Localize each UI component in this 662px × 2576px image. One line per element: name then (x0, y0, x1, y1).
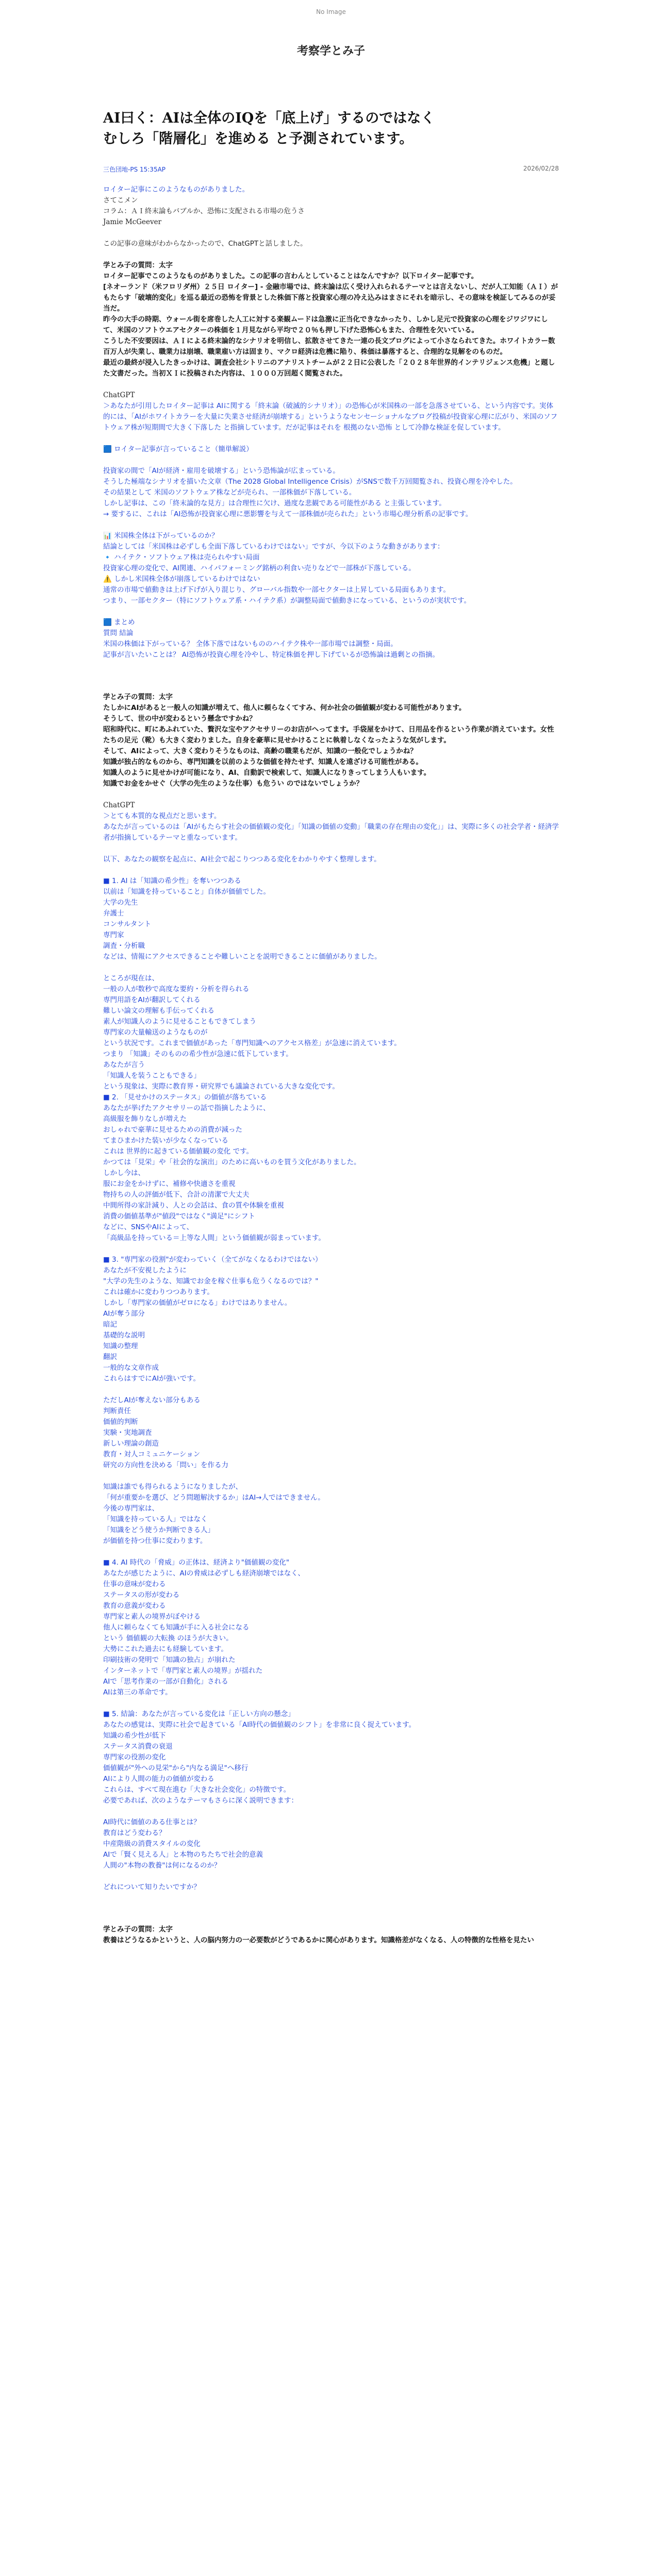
text-line: 判断責任 (103, 1407, 131, 1415)
text-line: 教養はどうなるかというと、人の脳内努力の一必要数がどうであるかに関心があります。知識格差がなくなる、人の特徴的な性格を見たい (103, 1936, 534, 1944)
text-line: 他人に頼らなくても知識が手に入る社会になる (103, 1623, 250, 1632)
spacer (103, 249, 559, 260)
text-line: 通常の市場で値動きは上げ下げが入り混じり、グローバル指数や一部セクターは上昇している局面もあります。 (103, 586, 450, 594)
text-line: 投資家心理の変化で、AI関連、ハイパフォーミング銘柄の利食い売りなどで一部株が下落している。 (103, 564, 416, 572)
text-line: これは確かに変わりつつあります。 (103, 1288, 214, 1296)
text-line: 知識の希少性が低下 (103, 1732, 166, 1740)
text-line: 人間の"本物の教養"は何になるのか？ (103, 1861, 221, 1870)
text-line: 質問 結論 (103, 629, 134, 637)
text-line: そうした極端なシナリオを描いた文章（The 2028 Global Intelligence Crisis）がSNSで数千万回閲覧され、投資心理を冷やした。 (103, 478, 517, 486)
text-line: 必要であれば、次のようなテーマもさらに深く説明できます： (103, 1797, 298, 1805)
text-line: Jamie McGeever (103, 218, 162, 226)
spacer (103, 1471, 559, 1482)
text-line: 素人が知識人のように見せることもできてしまう (103, 1018, 256, 1026)
text-line: ⚠️ しかし米国株全体が崩落しているわけではない (103, 575, 260, 583)
text-line: [ネオーランド（米フロリダ州）２５日 ロイター] - 金融市場では、終末論は広く受け入れられるテーマとは言えないし、だが人工知能（ＡＩ）がもたらす「破壊的変化」を巡る最近の恐怖を背景とした株価下落と投資家心理の冷え込みはまさにそれを暗示し、その意味を検証してみるのが妥当だ。 (103, 283, 558, 313)
text-line: ■ 5. 結論：あなたが言っている変化は「正しい方向の懸念」 (103, 1710, 295, 1718)
text-line: 🔹 ハイテク・ソフトウェア株は売られやすい局面 (103, 553, 260, 562)
text-line: AIが奪う部分 (103, 1310, 145, 1318)
text-line: かつては「見栄」や「社会的な演出」のために高いものを買う文化がありました。 (103, 1158, 361, 1166)
text-line: 中産階級の消費スタイルの変化 (103, 1840, 201, 1848)
text-line: 知識の整理 (103, 1342, 138, 1350)
text-line: "大学の先生のような、知識でお金を稼ぐ仕事も危うくなるのでは？" (103, 1277, 319, 1285)
text-line: 研究の方向性を決める「問い」を作る力 (103, 1461, 228, 1469)
article-meta (103, 165, 559, 174)
text-line: AIで「思考作業の一部が自動化」される (103, 1677, 228, 1686)
text-line: 翻訳 (103, 1353, 117, 1361)
text-line: あなたが不安視したように (103, 1266, 187, 1275)
article-title-line-1: AI曰く：AIは全体のIQを「底上げ」するのではなく (103, 110, 435, 126)
text-line: ただしAIが奪えない部分もある (103, 1396, 201, 1404)
text-line: 物持ちの人の評価が低下、合計の清潔で大丈夫 (103, 1191, 250, 1199)
text-line: あなたの感覚は、実際に社会で起きている「AI時代の価値観のシフト」を非常に良く捉えています。 (103, 1721, 416, 1729)
text-line: さてこメン (103, 196, 138, 205)
author-link[interactable]: 三色団地-PS 15:35AP (103, 166, 166, 173)
text-line: これらはすでにAIが強いです。 (103, 1375, 201, 1383)
text-line: という現象は、実際に教育界・研究界でも議論されている大きな変化です。 (103, 1082, 339, 1091)
text-line: ■ 3. "専門家の役割"が変わっていく（全てがなくなるわけではない） (103, 1256, 322, 1264)
text-line: あなたが挙げたアクセサリーの話で指摘したように、 (103, 1104, 270, 1112)
text-line: 今後の専門家は、 (103, 1504, 159, 1513)
text-line: ステータスの形が変わる (103, 1591, 180, 1599)
text-line: 一般的な文章作成 (103, 1364, 159, 1372)
spacer (103, 1806, 559, 1817)
text-line: 価値的判断 (103, 1418, 138, 1426)
text-line: 「知識人を装うこともできる」 (103, 1072, 201, 1080)
text-line: 教育の意義が変わる (103, 1602, 166, 1610)
spacer (103, 1547, 559, 1557)
text-line: 🟦 ロイター記事が言っていること（簡単解説） (103, 445, 253, 453)
text-line: が価値を持つ仕事に変わります。 (103, 1537, 207, 1545)
text-line: インターネットで「専門家と素人の境界」が揺れた (103, 1667, 263, 1675)
text-line: という状況です。これまで価値があった「専門知識へのアクセス格差」が急速に消えています。 (103, 1039, 401, 1047)
text-line: ChatGPT (103, 801, 135, 809)
text-line: 📊 米国株全体は下がっているのか？ (103, 532, 219, 540)
spacer (103, 1871, 559, 1882)
text-line: 専門家 (103, 931, 124, 939)
text-line: 結論としては「米国株は必ずしも全面下落しているわけではない」ですが、今以下のような動きがあります： (103, 543, 444, 551)
text-line: ロイター記事でこのようなものがありました。この記事の言わんとしていることはなんですか？以下ロイター記事です。 (103, 272, 478, 280)
text-line: 印刷技術の発明で「知識の独占」が崩れた (103, 1656, 236, 1664)
text-line: 服にお金をかけずに、補修や快適さを重視 (103, 1180, 236, 1188)
text-line: 記事が言いたいことは？ AI恐怖が投資心理を冷やし、特定株価を押し下げているが恐怖論は過剰との指摘。 (103, 651, 440, 659)
text-line: つまり、一部セクター（特にソフトウェア系・ハイテク系）が調整局面で値動きになっている、というのが実状です。 (103, 597, 471, 605)
text-line: 専門家の役割の変化 (103, 1753, 166, 1761)
text-line: 教育はどう変わる？ (103, 1829, 166, 1837)
spacer (103, 1244, 559, 1255)
spacer (103, 228, 559, 239)
text-line: どれについて知りたいですか？ (103, 1883, 201, 1891)
text-line: 消費の価値基準が"値段"ではなく"満足"にシフト (103, 1212, 255, 1221)
text-line: AI時代に価値のある仕事とは？ (103, 1818, 201, 1826)
text-line: 一般の人が数秒で高度な要約・分析を得られる (103, 985, 250, 993)
spacer (103, 789, 559, 800)
text-line: コラム：ＡＩ終末論もバブルか、恐怖に支配される市場の危うさ (103, 207, 305, 215)
text-line: しかし今は、 (103, 1169, 145, 1177)
text-line: ChatGPT (103, 391, 135, 399)
text-line: 暗記 (103, 1320, 117, 1329)
spacer (103, 174, 559, 184)
text-line: 以下、あなたの観察を起点に、AI社会で起こりつつある変化をわかりやすく整理します。 (103, 855, 381, 863)
spacer (103, 1913, 559, 1924)
text-line: 新しい理論の創造 (103, 1439, 159, 1448)
text-line: ■ 2. 「見せかけのステータス」の価値が落ちている (103, 1093, 267, 1101)
spacer (103, 660, 559, 681)
text-line: 調査・分析職 (103, 942, 145, 950)
text-line: AIで「賢く見える人」と本物のちたちで社会的意義 (103, 1851, 263, 1859)
text-line: 大勢にこれた過去にも経験しています。 (103, 1645, 228, 1653)
text-line: 弁護士 (103, 909, 124, 918)
article-date: 2026/02/28 (523, 165, 559, 172)
text-line: 中間所得の家計減り、人との会話は、食の質や体験を重視 (103, 1201, 284, 1210)
text-line: 「何が重要かを選び、どう問題解決するか」はAI→人ではできません。 (103, 1494, 325, 1502)
article-title (103, 108, 559, 149)
article-title-line-2: むしろ「階層化」を進める と予測されています。 (103, 131, 413, 147)
text-line: 「知識をどう使うか判断できる人」 (103, 1526, 214, 1534)
text-line: 専門家の大量輸送のようなものが (103, 1028, 208, 1037)
article-body (103, 184, 559, 1946)
text-line: ところが現在は、 (103, 974, 159, 982)
text-line: たしかにAIがあると一般人の知識が増えて、他人に頼らなくてすみ、何か社会の価値観が変わる可能性があります。 (103, 704, 466, 712)
text-line: 学とみ子の質問：太字 (103, 1925, 173, 1934)
text-line: そして、AIによって、大きく変わりそうなものは、高齢の職業もだが、知識の一般化でしょうかね？ (103, 747, 417, 755)
spacer (103, 433, 559, 444)
spacer (103, 606, 559, 617)
text-line: こうした不安要因は、ＡＩによる終末論的なシナリオを明信し、拡散させてきた一連の長文ブログによって小さなられてきた。ホワイトカラー数百万人が失業し、職業力は崩壊、職業雇い方は固まり、マクロ経済は危機に陥り、株価は暴落すると、合理的な見解をのものだ。 (103, 337, 555, 356)
spacer (103, 455, 559, 466)
spacer (103, 520, 559, 531)
text-line: これは 世界的に起きている価値観の変化 です。 (103, 1147, 254, 1156)
text-line: 高級服を飾りなしが増えた (103, 1115, 187, 1123)
header-image-placeholder: No Image (316, 8, 346, 15)
text-line: この記事の意味がわからなかったので、ChatGPTと話しました。 (103, 240, 307, 248)
spacer (103, 962, 559, 973)
text-line: 米国の株価は下がっている？ 全体下落ではないもののハイテク株や一部市場では調整・局面。 (103, 640, 398, 648)
text-line: 知識が独占的なものから、専門知識を以前のような価値を持たせず、知識人を遠ざける可能性がある。 (103, 758, 423, 766)
text-line: 昭和時代に、町にあふれていた、贅沢な宝やアクセサリーのお店がへってます。手袋屋をかけて、日用品を作るという作業が消えています。女性たちの足元（靴）も大きく変わりました。自身を豪華に見せかけることに執着しなくなったような気がします。 (103, 725, 554, 744)
text-line: 以前は「知識を持っていること」自体が価値でした。 (103, 888, 270, 896)
text-line: あなたが言っているのは「AIがもたらす社会の価値観の変化」「知識の価値の変動」「職業の存在理由の変化」」は、実際に多くの社会学者・経済学者が指摘しているテーマと重なっています。 (103, 823, 559, 842)
text-line: その結果として 米国のソフトウェア株などが売られ、一部株価が下落している。 (103, 488, 356, 497)
text-line: 「知識を持っている人」ではなく (103, 1515, 208, 1523)
text-line: → 要するに、これは「AI恐怖が投資家心理に悪影響を与えて一部株価が売られた」という市場心理分析系の記事です。 (103, 510, 473, 518)
text-line: ■ 1. AI は「知識の希少性」を奪いつつある (103, 877, 241, 885)
text-line: 🟦 まとめ (103, 618, 135, 626)
spacer (103, 379, 559, 390)
text-line: などに、SNSやAIによって、 (103, 1223, 194, 1231)
text-line: 知識でお金をかせぐ（大学の先生のような仕事）も危うい のではないでしょうか？ (103, 779, 363, 788)
text-line: ■ 4. AI 時代の「脅威」の正体は、経済より"価値観の変化" (103, 1558, 290, 1567)
text-line: しかし記事は、この「終末論的な見方」は合理性に欠け、過度な悲観である可能性がある と主張しています。 (103, 499, 446, 507)
text-line: 「高級品を持っている＝上等な人間」という価値観が弱まっています。 (103, 1234, 325, 1242)
text-line: 大学の先生 (103, 899, 138, 907)
text-line: 学とみ子の質問：太字 (103, 261, 173, 269)
spacer (103, 1384, 559, 1395)
text-line: これらは、すべて現在進む「大きな社会変化」の特徴です。 (103, 1786, 291, 1794)
text-line: 基礎的な説明 (103, 1331, 145, 1340)
text-line: という 価値観の大転換 のほうが大きい。 (103, 1634, 233, 1642)
text-line: あなたが感じたように、AIの脅威は必ずしも経済崩壊ではなく、 (103, 1569, 305, 1578)
site-name[interactable]: 考察学とみ子 (296, 44, 365, 58)
text-line: 難しい論文の理解も手伝ってくれる (103, 1007, 214, 1015)
text-line: おしゃれで豪華に見せるための消費が減った (103, 1126, 242, 1134)
text-line: コンサルタント (103, 920, 152, 928)
text-line: そうして、世の中が変わるという懸念ですかね？ (103, 715, 256, 723)
text-line: 知識人のように見せかけが可能になり、AI、自動訳で検索して、知識人になりきってしまう人もいます。 (103, 769, 431, 777)
spacer (103, 1698, 559, 1709)
article (103, 108, 559, 1946)
text-line: ＞とても本質的な視点だと思います。 (103, 812, 221, 820)
text-line: あなたが言う (103, 1061, 145, 1069)
text-line: てまひまかけた装いが少なくなっている (103, 1137, 228, 1145)
text-line: 価値観が"外への見栄"から"内なる満足"へ移行 (103, 1764, 249, 1772)
text-line: つまり 「知識」そのものの希少性が急速に低下しています。 (103, 1050, 293, 1058)
spacer (103, 865, 559, 876)
spacer (103, 843, 559, 854)
text-line: ロイター記事にこのようなものがありました。 (103, 185, 250, 194)
text-line: などは、情報にアクセスできることや難しいことを説明できることに価値がありました。 (103, 953, 382, 961)
site-header (0, 0, 662, 62)
spacer (103, 1893, 559, 1913)
text-line: しかし「専門家の価値がゼロになる」わけではありません。 (103, 1299, 292, 1307)
text-line: AIは第三の革命です。 (103, 1688, 172, 1697)
text-line: 仕事の意味が変わる (103, 1580, 166, 1588)
text-line: ＞あなたが引用したロイター記事は AIに関する「終末論（破滅的シナリオ）」の恐怖心が米国株の一部を急落させている、という内容です。実体的には、「AIがホワイトカラーを大量に失業させ経済が崩壊する」というようなセンセーショナルなブログ投稿が投資家心理に広がり、米国のソフトウェア株が短期間で大きく下落した と指摘しています。だが記事はそれを 根拠のない恐怖 として冷静な検証を促しています。 (103, 402, 558, 432)
text-line: 知識は誰でも得られるようになりましたが、 (103, 1483, 242, 1491)
spacer (103, 681, 559, 692)
text-line: 学とみ子の質問：太字 (103, 693, 173, 701)
text-line: 実験・実地調査 (103, 1429, 152, 1437)
text-line: AIにより人間の能力の価値が変わる (103, 1775, 214, 1783)
text-line: 専門用語をAIが翻訳してくれる (103, 996, 201, 1004)
text-line: 専門家と素人の境界がぼやける (103, 1613, 201, 1621)
text-line: ステータス消費の衰退 (103, 1742, 173, 1751)
text-line: 昨今の大手の時期、ウォール街を席巻した人工に対する楽観ムードは急激に正当化できなかったり、しかし足元で投資家の心理をジワジワにして、米国のソフトウエアセクターの株価を１月見ながら平均で２０％も押し下げた恐怖心もまた、合理性を欠いている。 (103, 315, 548, 334)
text-line: 最近の最終が浸入したきっかけは、調査会社シトリニのアナリストチームが２２日に公表した「２０２８年世界的インテリジェンス危機」と題した文書だった。当初ＸＩに投稿された内容は、１０００万回超く閲覧された。 (103, 359, 555, 378)
text-line: 投資家の間で「AIが経済・雇用を破壊する」という恐怖論が広まっている。 (103, 467, 340, 475)
text-line: 教育・対人コミュニケーション (103, 1450, 201, 1459)
